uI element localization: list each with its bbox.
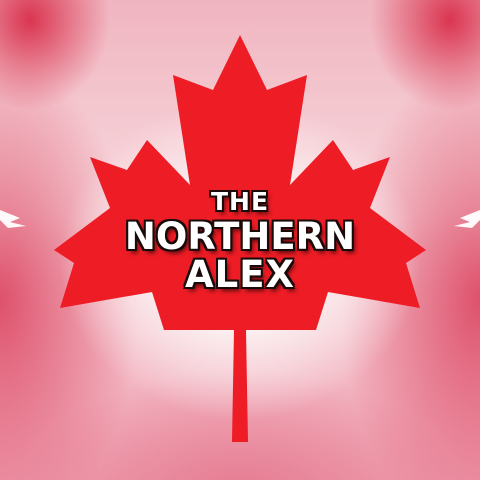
logo-title-northern: NORTHERN — [124, 215, 356, 258]
logo-title-alex: ALEX — [184, 253, 295, 296]
logo-title-the: THE — [210, 187, 270, 216]
